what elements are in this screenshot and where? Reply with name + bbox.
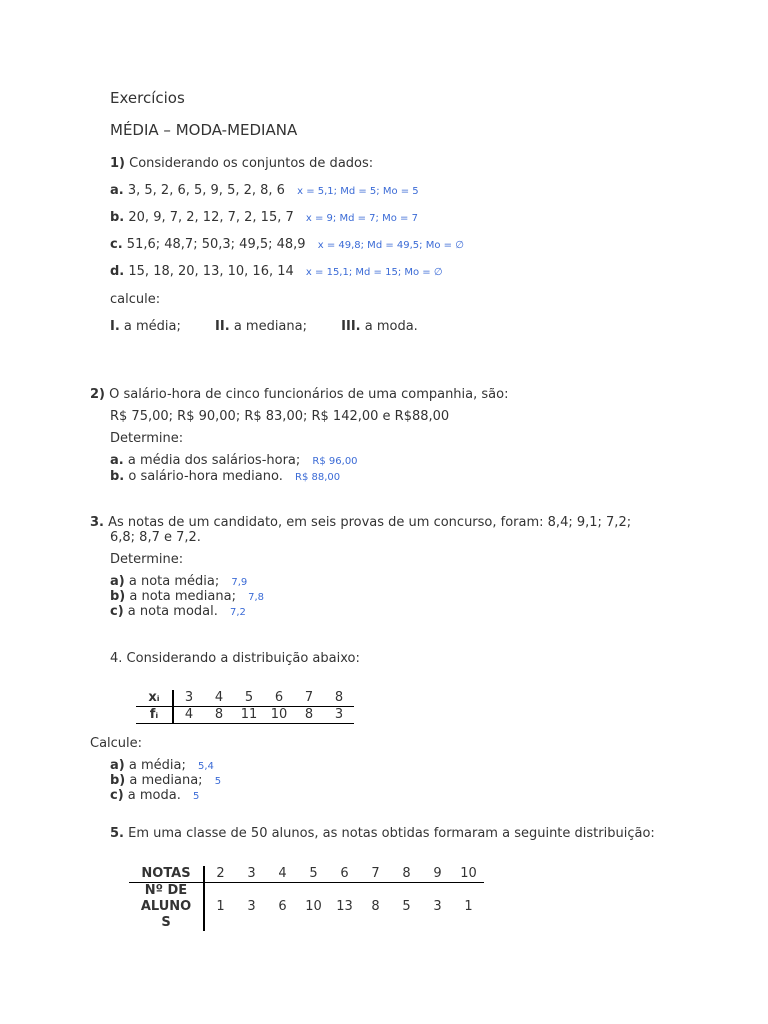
q3-text: As notas de um candidato, em seis provas de um concurso, foram: 8,4; 9,1; 7,2; — [108, 515, 632, 530]
q1-calcule: calcule: — [110, 292, 161, 307]
q3-determine: Determine: — [110, 552, 184, 567]
item-text: a média dos salários-hora; — [127, 453, 301, 468]
q3-item-c — [110, 604, 246, 621]
nota-cell: 7 — [360, 866, 391, 883]
answer-note: 7,2 — [230, 607, 246, 618]
answer-note: 5 — [214, 776, 222, 787]
part-text: a mediana; — [233, 319, 307, 334]
answer-note: 5,4 — [197, 761, 214, 772]
item-text: a nota modal. — [127, 604, 218, 619]
q1-number: 1) — [110, 156, 125, 171]
part-text: a média; — [123, 319, 181, 334]
answer-note: 5 — [193, 791, 200, 802]
answer-note: x = 9; Md = 7; Mo = 7 — [305, 213, 418, 224]
x-cell: 3 — [173, 690, 204, 707]
page-title: Exercícios — [110, 89, 185, 107]
f-cell: 11 — [234, 707, 264, 724]
item-letter: c. — [110, 237, 123, 252]
label-line: Nº DE — [144, 883, 188, 898]
f-cell: 4 — [173, 707, 204, 724]
row-label-alunos — [129, 883, 204, 932]
q1-item-a — [110, 183, 419, 200]
item-text: a média; — [128, 758, 186, 773]
item-letter: a) — [110, 574, 125, 589]
q2-number: 2) — [90, 387, 105, 402]
nota-cell: 4 — [267, 866, 298, 883]
item-letter: b) — [110, 589, 126, 604]
item-text: a nota média; — [128, 574, 220, 589]
alunos-cell: 3 — [433, 899, 442, 914]
x-cell: 4 — [204, 690, 234, 707]
alunos-cell: 1 — [216, 899, 225, 914]
part-number: I. — [110, 319, 120, 334]
row-label-notas: NOTAS — [129, 866, 204, 883]
alunos-cell: 1 — [464, 899, 473, 914]
q4-item-c — [110, 788, 199, 805]
q2-item-b — [110, 469, 340, 486]
q2-text: O salário-hora de cinco funcionários de uma companhia, são: — [109, 387, 509, 402]
nota-cell: 2 — [204, 866, 236, 883]
x-cell: 7 — [294, 690, 324, 707]
item-letter: b) — [110, 773, 126, 788]
item-letter: d. — [110, 264, 125, 279]
item-text: 3, 5, 2, 6, 5, 9, 5, 2, 8, 6 — [127, 183, 285, 198]
q4-distribution-table — [136, 690, 354, 724]
item-letter: b. — [110, 210, 125, 225]
x-cell: 8 — [324, 690, 354, 707]
label-line: ALUNO — [140, 899, 192, 914]
page-subtitle: MÉDIA – MODA-MEDIANA — [110, 121, 298, 139]
item-text: a nota mediana; — [129, 589, 236, 604]
answer-note: x = 15,1; Md = 15; Mo = ∅ — [305, 267, 443, 278]
item-text: a mediana; — [129, 773, 203, 788]
q5-distribution-table — [129, 866, 484, 931]
f-cell: 3 — [324, 707, 354, 724]
item-letter: a. — [110, 453, 124, 468]
q1-item-b — [110, 210, 418, 227]
row-label-x: xᵢ — [136, 690, 173, 707]
x-cell: 6 — [264, 690, 294, 707]
q1-item-c — [110, 237, 464, 254]
nota-cell: 6 — [329, 866, 360, 883]
f-cell: 10 — [264, 707, 294, 724]
q5-statement — [110, 826, 655, 842]
item-text: a moda. — [127, 788, 181, 803]
item-letter: a. — [110, 183, 124, 198]
alunos-cell: 5 — [402, 899, 411, 914]
part-number: II. — [215, 319, 230, 334]
q1-parts — [110, 319, 418, 335]
item-text: 51,6; 48,7; 50,3; 49,5; 48,9 — [126, 237, 306, 252]
q1-text: Considerando os conjuntos de dados: — [129, 156, 374, 171]
q1-statement — [110, 156, 373, 172]
answer-note: 7,9 — [231, 577, 248, 588]
q1-item-d — [110, 264, 443, 281]
answer-note: 7,8 — [248, 592, 265, 603]
item-letter: c) — [110, 788, 124, 803]
nota-cell: 8 — [391, 866, 422, 883]
nota-cell: 10 — [453, 866, 484, 883]
alunos-cell: 3 — [247, 899, 256, 914]
item-letter: c) — [110, 604, 124, 619]
x-cell: 5 — [234, 690, 264, 707]
nota-cell: 3 — [236, 866, 267, 883]
nota-cell: 5 — [298, 866, 329, 883]
answer-note: x = 49,8; Md = 49,5; Mo = ∅ — [317, 240, 464, 251]
q2-determine: Determine: — [110, 431, 184, 446]
q4-statement: 4. Considerando a distribuição abaixo: — [110, 651, 360, 666]
q2-values: R$ 75,00; R$ 90,00; R$ 83,00; R$ 142,00 e R$88,00 — [110, 409, 450, 424]
alunos-cell: 10 — [305, 899, 322, 914]
row-label-f: fᵢ — [136, 707, 173, 724]
item-text: o salário-hora mediano. — [128, 469, 283, 484]
q3-statement — [90, 515, 631, 531]
answer-note: x = 5,1; Md = 5; Mo = 5 — [297, 186, 419, 197]
q3-text-cont: 6,8; 8,7 e 7,2. — [110, 530, 201, 545]
f-cell: 8 — [294, 707, 324, 724]
item-text: 15, 18, 20, 13, 10, 16, 14 — [128, 264, 294, 279]
part-text: a moda. — [364, 319, 418, 334]
q5-number: 5. — [110, 826, 124, 841]
f-cell: 8 — [204, 707, 234, 724]
alunos-cell: 13 — [336, 899, 353, 914]
part-number: III. — [341, 319, 361, 334]
label-line: S — [161, 915, 171, 930]
item-letter: b. — [110, 469, 125, 484]
answer-note: R$ 96,00 — [312, 456, 358, 467]
alunos-cell: 8 — [371, 899, 380, 914]
q3-number: 3. — [90, 515, 104, 530]
q2-item-a — [110, 453, 358, 470]
nota-cell: 9 — [422, 866, 453, 883]
q4-calcule: Calcule: — [90, 736, 143, 751]
q5-text: Em uma classe de 50 alunos, as notas obtidas formaram a seguinte distribuição: — [128, 826, 655, 841]
item-text: 20, 9, 7, 2, 12, 7, 2, 15, 7 — [128, 210, 294, 225]
answer-note: R$ 88,00 — [295, 472, 341, 483]
item-letter: a) — [110, 758, 125, 773]
q2-statement — [90, 387, 508, 403]
alunos-cell: 6 — [278, 899, 287, 914]
